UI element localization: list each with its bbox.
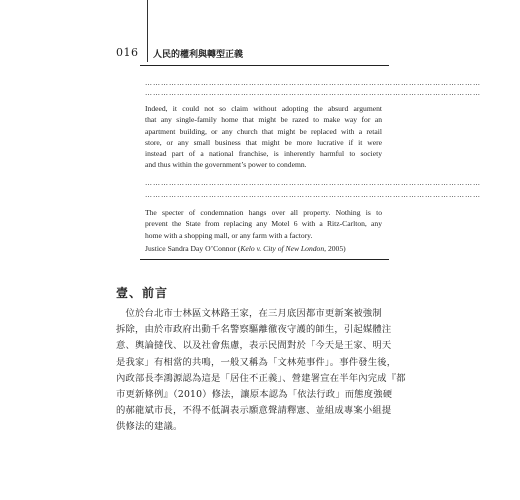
quote-line: store, or any small business that might be more lucrative if it were (145, 137, 382, 147)
quote-line: and thus within the government’s power to condemn. (145, 160, 307, 170)
dot-leader: ……………………………………………………………………………………………………………… (145, 79, 481, 87)
page-number: 016 (116, 46, 139, 59)
quote-line: instead part of a national franchise, is inherently harmful to society (145, 149, 382, 159)
quote-line: Indeed, it could not so claim without adopting the absurd argument (145, 104, 382, 113)
section-heading: 壹、前言 (116, 286, 169, 300)
quote-line: The specter of condemnation hangs over all property. Nothing is to (145, 208, 382, 217)
citation-case: Kelo v. City of New London (240, 244, 325, 253)
body-line: 的郝龍斌市長，不得不低調表示願意聲請釋憲、並組成專案小組提 (116, 405, 392, 417)
quote-line: that any single-family home that might be razed to make way for an (145, 115, 382, 125)
header-rule (140, 65, 389, 66)
dot-leader: ……………………………………………………………………………………………………………… (145, 179, 481, 187)
dot-leader: ……………………………………………………………………………………………………………… (145, 89, 481, 97)
body-line: 市更新條例』（2010）修法，讓原本認為「依法行政」而態度強硬 (116, 389, 393, 401)
quote-paragraph-1 (145, 103, 382, 171)
dot-leader: ……………………………………………………………………………………………………………… (145, 191, 481, 199)
quote-paragraph-2 (145, 207, 382, 241)
body-line: 位於台北市士林區文林路王家，在三月底因都市更新案被強制 (116, 308, 382, 319)
quote-line: apartment building, or any church that might be replaced with a retail (145, 126, 382, 136)
citation-prefix: Justice Sandra Day O’Connor ( (145, 244, 241, 253)
body-paragraph (116, 306, 406, 436)
quote-line: home with a shopping mall, or any farm with a factory. (145, 230, 313, 240)
body-line: 意、輿論撻伐、以及社會焦慮，表示民間對於「今天是王家、明天 (116, 340, 392, 352)
body-line: 內政部長李鴻源認為這是「居住不正義」、營建署宣在半年內完成『都 (116, 372, 406, 384)
quote-citation (145, 244, 346, 253)
body-line: 拆除，由於市政府出動千名警察驅離徹夜守護的師生，引起媒體注 (116, 324, 392, 336)
body-line: 是我家」有相當的共鳴，一般又稱為「文林苑事件」。事件發生後， (116, 356, 397, 368)
body-line: 供修法的建議。 (116, 421, 183, 433)
citation-suffix: , 2005) (324, 244, 346, 253)
section-rule (140, 259, 389, 260)
margin-rule (147, 0, 148, 62)
running-title: 人民的權利與轉型正義 (153, 50, 244, 60)
quote-line: prevent the State from replacing any Motel 6 with a Ritz-Carlton, any (145, 219, 382, 229)
